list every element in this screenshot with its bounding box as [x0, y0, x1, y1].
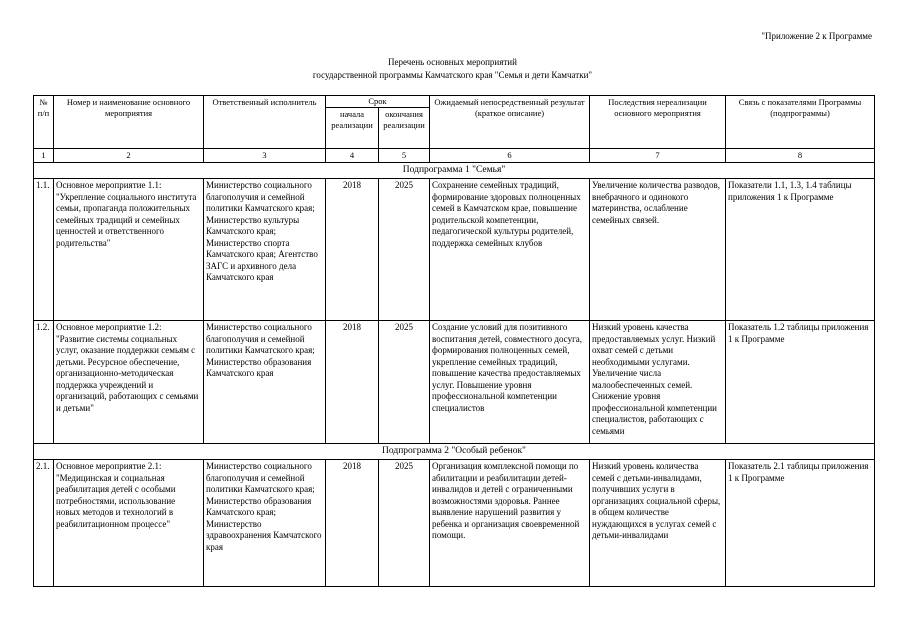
- subprogram-1-row: [34, 163, 875, 179]
- row-start: 2018: [326, 321, 379, 444]
- row-consequences: Низкий уровень количества семей с детьми-инвалидами, получивших услуги в организациях социальной сферы, в общем количестве нуждающихся в услугах семей с детьми-инвалидами: [590, 460, 726, 587]
- row-end: 2025: [379, 321, 430, 444]
- row-num: 1.1.: [34, 179, 54, 321]
- subprogram-2-title: Подпрограмма 2 "Особый ребенок": [34, 444, 875, 460]
- annex-label: "Приложение 2 к Программе: [761, 31, 872, 41]
- header-link: Связь с показателями Программы (подпрограммы): [726, 96, 875, 149]
- row-num: 1.2.: [34, 321, 54, 444]
- subprogram-1-title: Подпрограмма 1 "Семья": [34, 163, 875, 179]
- row-result: Создание условий для позитивного воспитания детей, совместного досуга, формирования полноценных семей, укрепление семейных традиций, повышение качества предоставляемых услуг. Повышение уровня профессиональной компетенции специалистов: [430, 321, 590, 444]
- table-row: [34, 321, 875, 444]
- document-title-line-1: Перечень основных мероприятий: [388, 57, 517, 67]
- col-index-6: 6: [430, 149, 590, 163]
- row-name: Основное мероприятие 1.1: "Укрепление социального института семьи, пропаганда положительных семейных традиций и семейных ценностей и ответственного родительства": [54, 179, 204, 321]
- header-start: начала реализации: [326, 108, 379, 149]
- row-name: Основное мероприятие 1.2: "Развитие системы социальных услуг, оказание поддержки семьям с детьми. Ресурсное обеспечение, организационно-методическая поддержка учреждений и организаций, работающих с семьями и детьми": [54, 321, 204, 444]
- row-result: Сохранение семейных традиций, формирование здоровых полноценных семей в Камчатском крае, повышение родительской компетенции, педагогической культуры родителей, поддержка семейных клубов: [430, 179, 590, 321]
- row-consequences: Низкий уровень качества предоставляемых услуг. Низкий охват семей с детьми необходимыми услугами. Увеличение числа малообеспеченных семей. Снижение уровня профессиональной компетенции специалистов, работающих с семьями: [590, 321, 726, 444]
- header-term: Срок: [326, 96, 430, 108]
- row-end: 2025: [379, 460, 430, 587]
- row-start: 2018: [326, 179, 379, 321]
- row-result: Организация комплексной помощи по абилитации и реабилитации детей-инвалидов и детей с ограниченными возможностями здоровья. Раннее выявление нарушений развития у ребенка и организация своевременной помощи.: [430, 460, 590, 587]
- row-num: 2.1.: [34, 460, 54, 587]
- header-result: Ожидаемый непосредственный результат (краткое описание): [430, 96, 590, 149]
- header-consequences: Последствия нереализации основного мероприятия: [590, 96, 726, 149]
- document-title-line-2: государственной программы Камчатского края "Семья и дети Камчатки": [312, 70, 593, 80]
- header-name: Номер и наименование основного мероприятия: [54, 96, 204, 149]
- col-index-7: 7: [590, 149, 726, 163]
- column-index-row: [34, 149, 875, 163]
- row-link: Показатели 1.1, 1.3, 1.4 таблицы приложения 1 к Программе: [726, 179, 875, 321]
- header-num: № п/п: [34, 96, 54, 149]
- col-index-4: 4: [326, 149, 379, 163]
- col-index-8: 8: [726, 149, 875, 163]
- col-index-1: 1: [34, 149, 54, 163]
- header-executor: Ответственный исполнитель: [204, 96, 326, 149]
- row-end: 2025: [379, 179, 430, 321]
- row-executor: Министерство социального благополучия и семейной политики Камчатского края; Министерство культуры Камчатского края; Министерство спорта Камчатского края; Агентство ЗАГС и архивного дела Камчатского края: [204, 179, 326, 321]
- table-row: [34, 179, 875, 321]
- col-index-2: 2: [54, 149, 204, 163]
- row-start: 2018: [326, 460, 379, 587]
- row-link: Показатель 2.1 таблицы приложения 1 к Программе: [726, 460, 875, 587]
- subprogram-2-row: [34, 444, 875, 460]
- row-executor: Министерство социального благополучия и семейной политики Камчатского края; Министерство образования Камчатского края; Министерство здравоохранения Камчатского края: [204, 460, 326, 587]
- measures-table: [33, 95, 875, 587]
- col-index-3: 3: [204, 149, 326, 163]
- row-executor: Министерство социального благополучия и семейной политики Камчатского края; Министерство образования Камчатского края: [204, 321, 326, 444]
- row-name: Основное мероприятие 2.1: "Медицинская и социальная реабилитация детей с особыми потребностями, использование новых методов и технологий в реабилитационном процессе": [54, 460, 204, 587]
- row-link: Показатель 1.2 таблицы приложения 1 к Программе: [726, 321, 875, 444]
- table-row: [34, 460, 875, 587]
- col-index-5: 5: [379, 149, 430, 163]
- header-row: [34, 96, 875, 108]
- header-end: окончания реализации: [379, 108, 430, 149]
- row-consequences: Увеличение количества разводов, внебрачного и одинокого материнства, ослабление семейных связей.: [590, 179, 726, 321]
